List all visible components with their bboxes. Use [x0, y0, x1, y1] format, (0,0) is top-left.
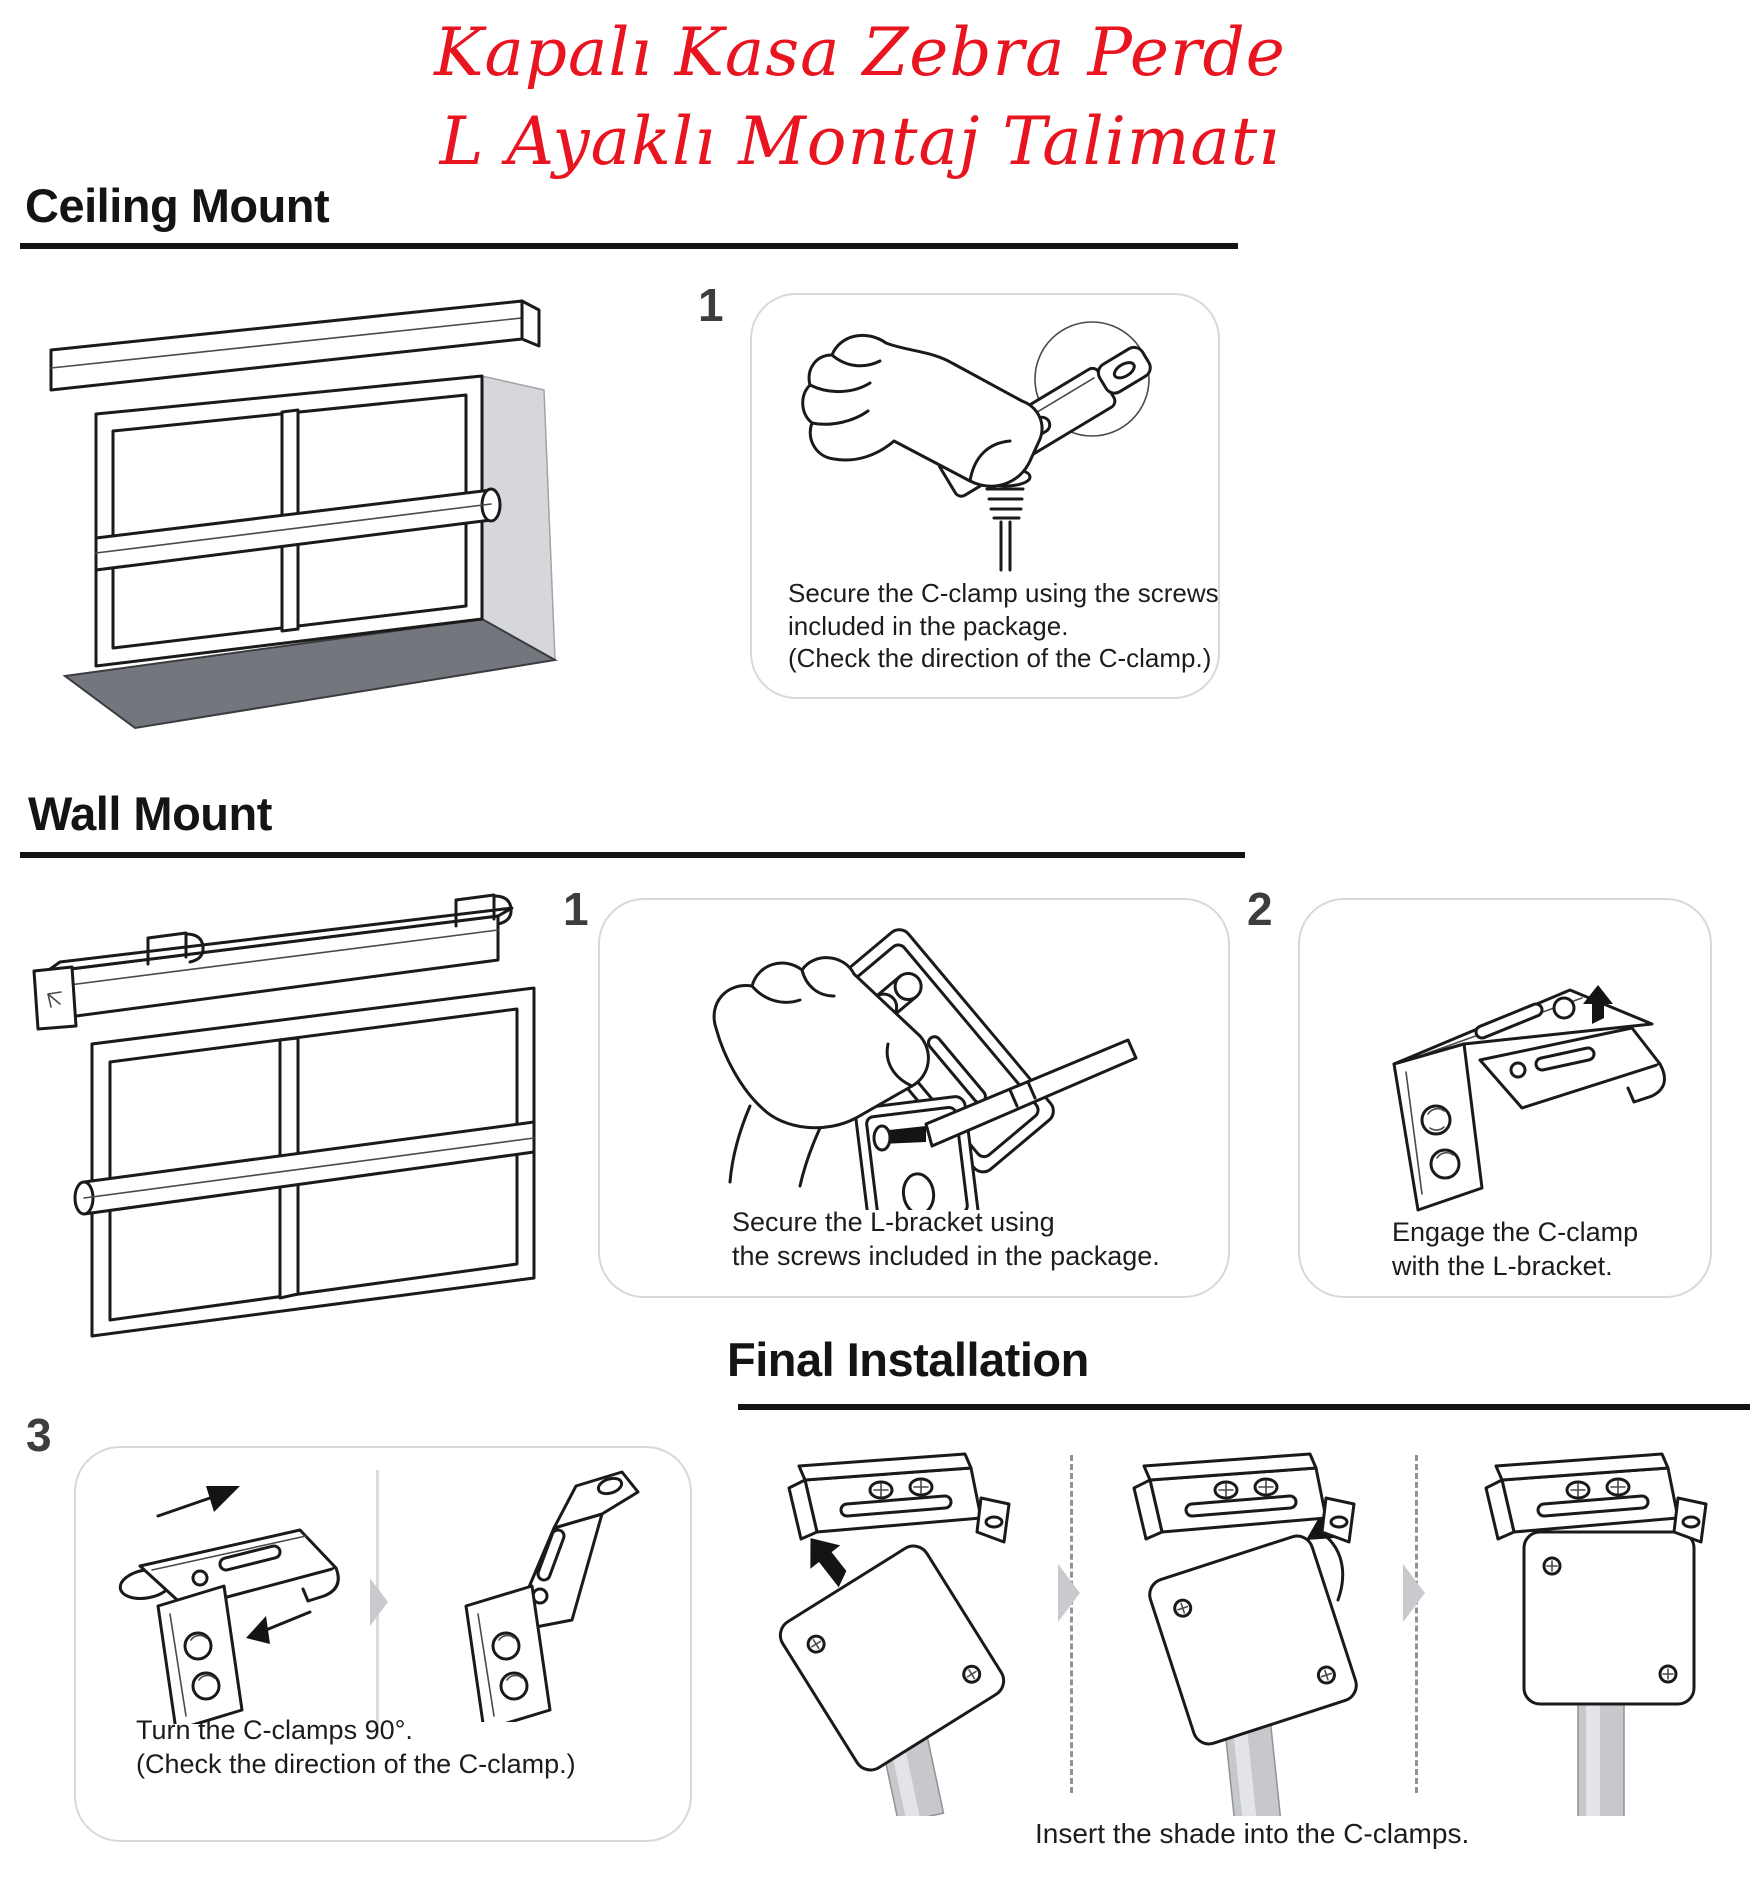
l-bracket-screwdriver-hand-illustration	[680, 910, 1150, 1210]
page-title-line-2: L Ayaklı Montaj Talimatı	[439, 103, 1281, 181]
page-title	[330, 8, 1390, 186]
final-divider-2	[1415, 1455, 1418, 1793]
wall-step-1-box	[598, 898, 1230, 1298]
caption-line: included in the package.	[788, 610, 1069, 641]
wall-step-1-number: 1	[563, 883, 589, 935]
caption-line: Secure the L-bracket using	[732, 1207, 1055, 1237]
caption-line: the screws included in the package.	[732, 1240, 1160, 1271]
c-clamp-screw-hand-illustration	[774, 309, 1194, 573]
final-step-b-illustration	[1090, 1438, 1390, 1816]
c-clamp-rotation-after-illustration	[406, 1464, 671, 1722]
caption-line: (Check the direction of the C-clamp.)	[136, 1748, 576, 1779]
ceiling-window-illustration	[35, 288, 570, 735]
final-section-rule	[738, 1404, 1750, 1410]
c-clamp-on-l-bracket-illustration	[1330, 936, 1680, 1218]
final-caption: Insert the shade into the C-clamps.	[1035, 1818, 1470, 1849]
final-step-a-illustration	[745, 1438, 1045, 1816]
wall-step-2-number: 2	[1247, 883, 1273, 935]
caption-line: Engage the C-clamp	[1392, 1217, 1639, 1247]
caption-line: with the L-bracket.	[1392, 1250, 1613, 1281]
final-step-c-illustration	[1442, 1438, 1742, 1816]
wall-section-rule	[20, 852, 1245, 858]
ceiling-step-1-number: 1	[698, 279, 724, 331]
wall-mount-heading: Wall Mount	[28, 787, 272, 840]
wall-step-3-box	[74, 1446, 692, 1842]
ceiling-mount-heading: Ceiling Mount	[25, 179, 330, 232]
wall-step-1-caption	[732, 1206, 1160, 1274]
c-clamp-rotation-before-illustration	[102, 1466, 367, 1724]
final-divider-1	[1070, 1455, 1073, 1793]
ceiling-section-rule	[20, 243, 1238, 249]
wall-step-3-number: 3	[26, 1409, 52, 1461]
page-title-line-1: Kapalı Kasa Zebra Perde	[434, 14, 1286, 91]
caption-line: Secure the C-clamp using the screws	[788, 578, 1219, 608]
final-installation-heading: Final Installation	[727, 1333, 1089, 1386]
caption-line: (Check the direction of the C-clamp.)	[788, 643, 1212, 673]
ceiling-step-1-box	[750, 293, 1220, 699]
caption-line: Turn the C-clamps 90°.	[136, 1715, 413, 1745]
wall-window-illustration	[28, 872, 573, 1342]
chevron-right-icon	[368, 1576, 390, 1628]
chevron-right-icon	[1401, 1562, 1427, 1624]
ceiling-step-1-caption	[788, 577, 1219, 675]
chevron-right-icon	[1056, 1562, 1082, 1624]
wall-step-3-caption	[136, 1714, 576, 1782]
wall-step-2-caption	[1392, 1216, 1638, 1284]
wall-step-2-box	[1298, 898, 1712, 1298]
